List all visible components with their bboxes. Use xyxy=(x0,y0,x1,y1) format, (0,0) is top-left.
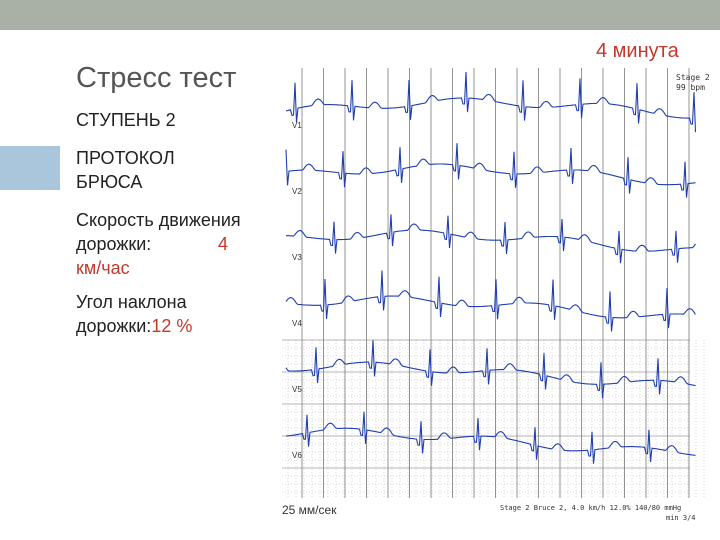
lead-label-v3: V3 xyxy=(292,253,302,262)
lead-label-v6: V6 xyxy=(292,451,302,460)
lead-label-v5: V5 xyxy=(292,385,302,394)
speed-label-line-2 xyxy=(76,232,246,256)
ecg-traces xyxy=(286,72,696,464)
protocol-label xyxy=(76,146,175,194)
angle-label-line-2 xyxy=(76,314,192,338)
ecg-footer-line-2: min 3/4 xyxy=(666,514,696,522)
speed-block xyxy=(76,208,246,280)
ecg-strip xyxy=(282,68,710,528)
ecg-lead-labels xyxy=(292,121,302,460)
protocol-line-1: ПРОТОКОЛ xyxy=(76,148,175,168)
time-label: 4 минута xyxy=(596,40,679,62)
ecg-stage-note: Stage 2 xyxy=(676,73,710,82)
angle-label-text: дорожки: xyxy=(76,316,152,336)
slide-title: Стресс тест xyxy=(76,62,237,94)
top-title-bar xyxy=(0,0,720,30)
ecg-grid xyxy=(282,68,704,498)
paper-speed-label: 25 мм/сек xyxy=(282,503,337,517)
ecg-trace-v6 xyxy=(286,412,696,464)
ecg-trace-v5 xyxy=(286,340,696,398)
ecg-hr-value: 99 bpm xyxy=(676,83,705,92)
speed-value: 4 xyxy=(218,234,229,254)
speed-label-text: дорожки: xyxy=(76,234,152,254)
ecg-trace-v2 xyxy=(286,143,696,197)
angle-block xyxy=(76,290,192,338)
speed-unit: км/час xyxy=(76,258,130,278)
ecg-footer-line-1: Stage 2 Bruce 2, 4.0 km/h 12.0% 140/80 mmHg xyxy=(500,504,682,512)
angle-label-line-1: Угол наклона xyxy=(76,292,187,312)
stage-label: СТУПЕНЬ 2 xyxy=(76,110,176,130)
speed-label-line-1: Скорость движения xyxy=(76,210,241,230)
lead-label-v1: V1 xyxy=(292,121,302,130)
left-accent-block xyxy=(0,146,60,190)
ecg-trace-v1 xyxy=(286,72,696,132)
angle-value: 12 % xyxy=(151,316,193,336)
ecg-trace-v4 xyxy=(286,271,696,332)
lead-label-v4: V4 xyxy=(292,319,302,328)
protocol-line-2: БРЮСА xyxy=(76,172,143,192)
ecg-trace-v3 xyxy=(286,214,696,263)
lead-label-v2: V2 xyxy=(292,187,302,196)
